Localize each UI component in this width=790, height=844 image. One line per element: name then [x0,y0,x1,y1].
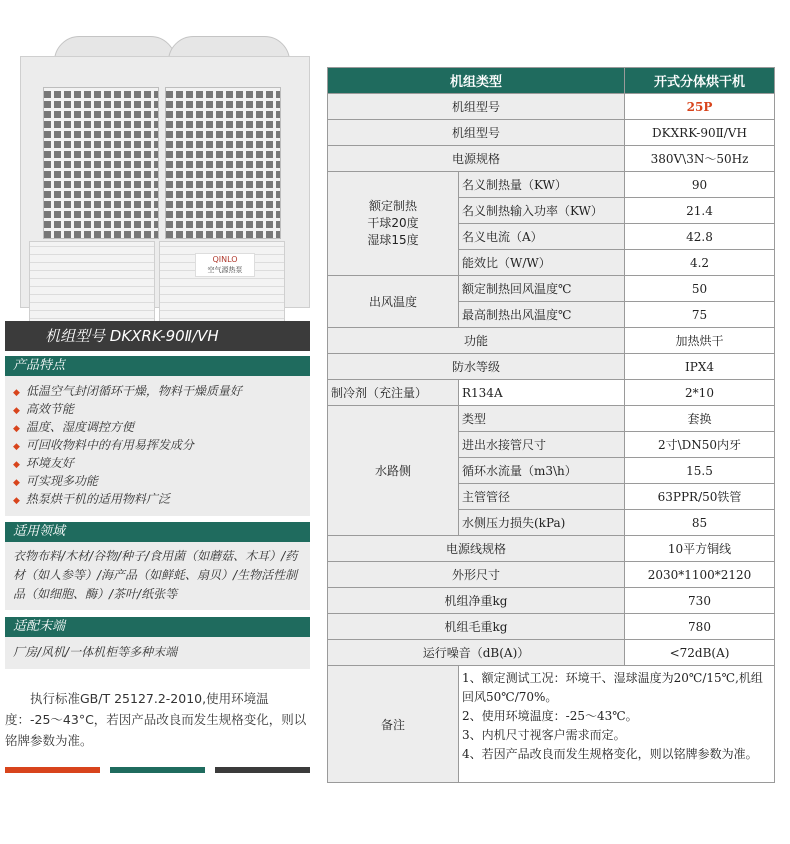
accent-stripe-green [110,767,205,773]
table-header-row [328,68,775,94]
features-heading: 产品特点 [5,356,310,376]
row-label: 能效比（W/W） [459,250,625,276]
table-row [328,172,775,198]
table-row [328,146,775,172]
bullet-diamond-icon: ◆ [13,424,20,434]
row-label: 进出水接管尺寸 [459,432,625,458]
row-label: 名义电流（A） [459,224,625,250]
table-row [328,120,775,146]
row-value: 42.8 [625,224,775,250]
unit-body [20,56,310,308]
row-label: 机组净重kg [328,588,625,614]
row-value: 85 [625,510,775,536]
row-value: 63PPR/50铁管 [625,484,775,510]
row-value: 套换 [625,406,775,432]
row-label: 运行噪音（dB(A)） [328,640,625,666]
table-row [328,666,775,783]
remarks-label: 备注 [328,666,459,783]
remark-line: 2、使用环境温度：-25～43℃。 [462,709,638,723]
bullet-diamond-icon: ◆ [13,460,20,470]
table-row [328,354,775,380]
feature-item: ◆ 温度、湿度调控方便 [13,420,134,434]
row-value: 21.4 [625,198,775,224]
header-label: 机组类型 [328,68,625,94]
table-row [328,406,775,432]
row-label: 名义制热量（KW） [459,172,625,198]
row-label: 机组型号 [328,120,625,146]
row-value: 15.5 [625,458,775,484]
standard-note: 执行标准GB/T 25127.2-2010,使用环境温度：-25～43°C，若因产品改良而发生规格变化，则以铭牌参数为准。 [5,691,307,748]
bullet-diamond-icon: ◆ [13,406,20,416]
remark-line: 4、若因产品改良而发生规格变化，则以铭牌参数为准。 [462,747,758,761]
header-value: 开式分体烘干机 [625,68,775,94]
feature-item: ◆ 可回收物料中的有用易挥发成分 [13,438,194,452]
remarks-cell [459,666,775,783]
row-label: 制冷剂（充注量） [328,380,459,406]
table-row [328,276,775,302]
terminals-text: 厂房/风机/一体机柜等多种末端 [5,637,310,669]
row-label: 额定制热回风温度℃ [459,276,625,302]
row-label: 外形尺寸 [328,562,625,588]
row-label: 电源线规格 [328,536,625,562]
spec-table [327,67,775,783]
row-value: 加热烘干 [625,328,775,354]
row-value: 10平方铜线 [625,536,775,562]
lower-panel-left [29,241,155,327]
table-row [328,562,775,588]
row-value: <72dB(A) [625,640,775,666]
brand-logo: QINLO 空气源热泵 [195,253,255,277]
row-value: 780 [625,614,775,640]
accent-stripe-orange [5,767,100,773]
air-grille-left [43,87,159,239]
terminals-heading: 适配末端 [5,617,310,637]
outlet-group-label: 出风温度 [328,276,459,328]
accent-stripe-dark [215,767,310,773]
table-row [328,640,775,666]
feature-item: ◆ 热泵烘干机的适用物料广泛 [13,492,170,506]
model-value: DKXRK-90Ⅱ/VH [625,120,775,146]
row-value: 4.2 [625,250,775,276]
row-value: 75 [625,302,775,328]
row-label: 循环水流量（m3\h） [459,458,625,484]
row-label: 功能 [328,328,625,354]
applications-heading: 适用领域 [5,522,310,542]
air-grille-right [165,87,281,239]
row-label: 机组型号 [328,94,625,120]
model-title-bar: 机组型号 DKXRK-90Ⅱ/VH [5,321,310,351]
row-label: 主管管径 [459,484,625,510]
row-label: 类型 [459,406,625,432]
table-row [328,588,775,614]
heating-group-label: 额定制热 干球20度 湿球15度 [328,172,459,276]
table-row [328,614,775,640]
features-list [5,376,310,508]
bullet-diamond-icon: ◆ [13,496,20,506]
feature-item: ◆ 可实现多功能 [13,474,98,488]
feature-item: ◆ 低温空气封闭循环干燥，物料干燥质量好 [13,384,242,398]
row-value: 90 [625,172,775,198]
row-label: 最高制热出风温度℃ [459,302,625,328]
bullet-diamond-icon: ◆ [13,478,20,488]
product-image [20,36,310,312]
bullet-diamond-icon: ◆ [13,388,20,398]
feature-item: ◆ 高效节能 [13,402,74,416]
table-row [328,328,775,354]
remark-line: 1、额定测试工况：环境干、湿球温度为20℃/15℃,机组回风50℃/70%。 [462,671,763,704]
features-box [5,376,310,516]
model-power-value: 25P [625,94,775,120]
water-group-label: 水路侧 [328,406,459,536]
row-value: 730 [625,588,775,614]
bullet-diamond-icon: ◆ [13,442,20,452]
row-label: 机组毛重kg [328,614,625,640]
refrigerant-type: R134A [459,380,625,406]
applications-text: 衣物布料/木材/谷物/种子/食用菌（如蘑菇、木耳）/药材（如人参等）/海产品（如鲜蚝、扇贝）/生物活性制品（如细胞、酶）/茶叶/纸张等 [5,542,310,610]
row-label: 防水等级 [328,354,625,380]
power-spec-value: 380V\3N～50Hz [625,146,775,172]
table-row [328,380,775,406]
table-row [328,536,775,562]
row-label: 水侧压力损失(kPa) [459,510,625,536]
table-row [328,94,775,120]
feature-item: ◆ 环境友好 [13,456,74,470]
row-value: 2*10 [625,380,775,406]
remark-line: 3、内机尺寸视客户需求而定。 [462,728,626,742]
row-value: 2寸\DN50内牙 [625,432,775,458]
row-value: 50 [625,276,775,302]
row-label: 名义制热输入功率（KW） [459,198,625,224]
row-label: 电源规格 [328,146,625,172]
row-value: IPX4 [625,354,775,380]
row-value: 2030*1100*2120 [625,562,775,588]
